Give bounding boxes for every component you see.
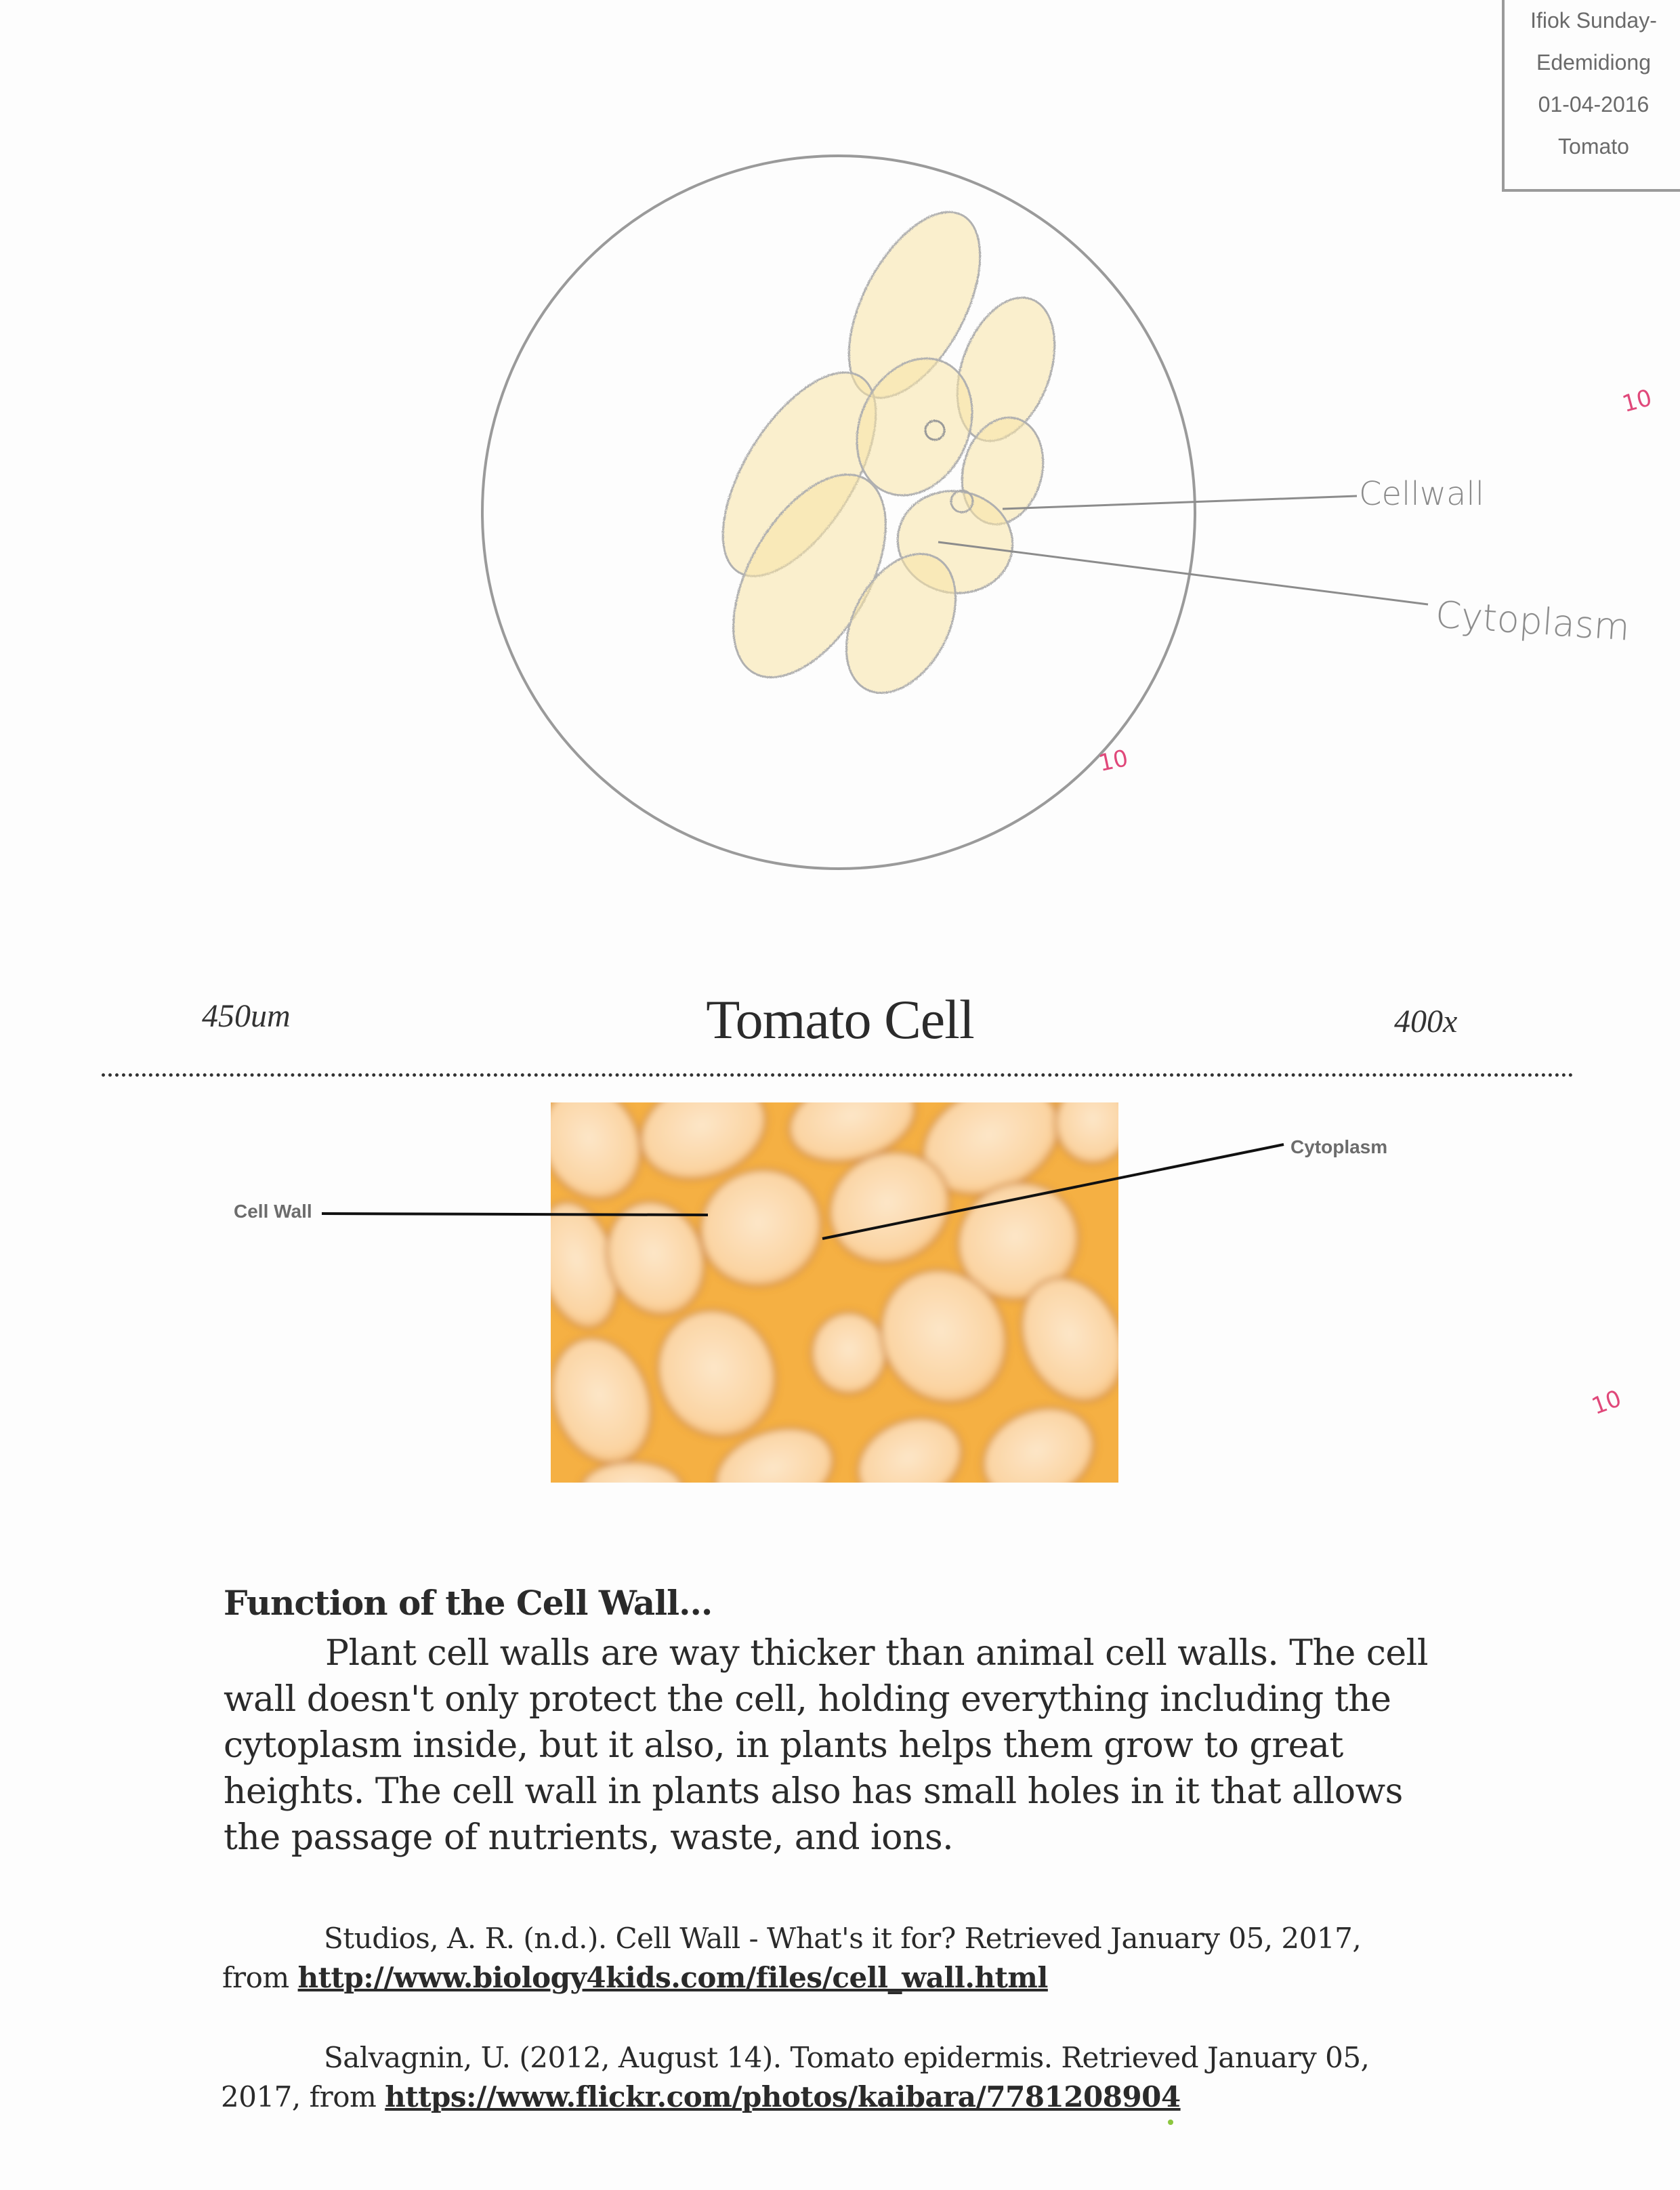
field-of-view-size: 450um [202, 998, 291, 1034]
paragraph-line: Plant cell walls are way thicker than animal cell walls. The cell [325, 1633, 1428, 1674]
citation-2-line-1: Salvagnin, U. (2012, August 14). Tomato epidermis. Retrieved January 05, [324, 2041, 1370, 2074]
photo-label-cytoplasm: Cytoplasm [1290, 1136, 1388, 1157]
grade-mark-3: 10 [1588, 1384, 1625, 1421]
citation-1-link[interactable]: http://www.biology4kids.com/files/cell_wall.html [297, 1961, 1048, 1994]
stray-mark [1168, 2120, 1173, 2125]
photo-label-cell-wall: Cell Wall [234, 1201, 312, 1222]
magnification: 400x [1394, 1004, 1458, 1039]
sketch-label-cytoplasm: Cytoplasm [1434, 593, 1631, 649]
citation-2-line-2 [221, 2080, 1181, 2113]
page-title: Tomato Cell [706, 989, 974, 1050]
date: 01-04-2016 [1538, 92, 1650, 117]
student-name-line1: Ifiok Sunday- [1530, 8, 1657, 33]
paragraph-line: wall doesn't only protect the cell, holding everything including the [224, 1679, 1391, 1720]
citation-2-link[interactable]: https://www.flickr.com/photos/kaibara/7781208904 [385, 2080, 1181, 2113]
citation-1-line-1: Studios, A. R. (n.d.). Cell Wall - What's it for? Retrieved January 05, 2017, [324, 1922, 1362, 1955]
citation-1-line-2 [222, 1961, 1048, 1994]
grade-mark-2: 10 [1096, 744, 1131, 778]
sketch-label-cellwall: Cellwall [1359, 475, 1485, 513]
paragraph-line: the passage of nutrients, waste, and ions. [224, 1817, 954, 1858]
student-name-line2: Edemidiong [1536, 50, 1651, 75]
citation-1-prefix: from [222, 1961, 298, 1994]
citation-2-prefix: 2017, from [221, 2080, 385, 2113]
grade-mark-1: 10 [1619, 384, 1655, 418]
paragraph-line: heights. The cell wall in plants also has small holes in it that allows [224, 1771, 1403, 1812]
section-heading: Function of the Cell Wall... [224, 1583, 713, 1623]
paragraph-line: cytoplasm inside, but it also, in plants helps them grow to great [224, 1725, 1343, 1766]
specimen-name: Tomato [1558, 134, 1629, 159]
